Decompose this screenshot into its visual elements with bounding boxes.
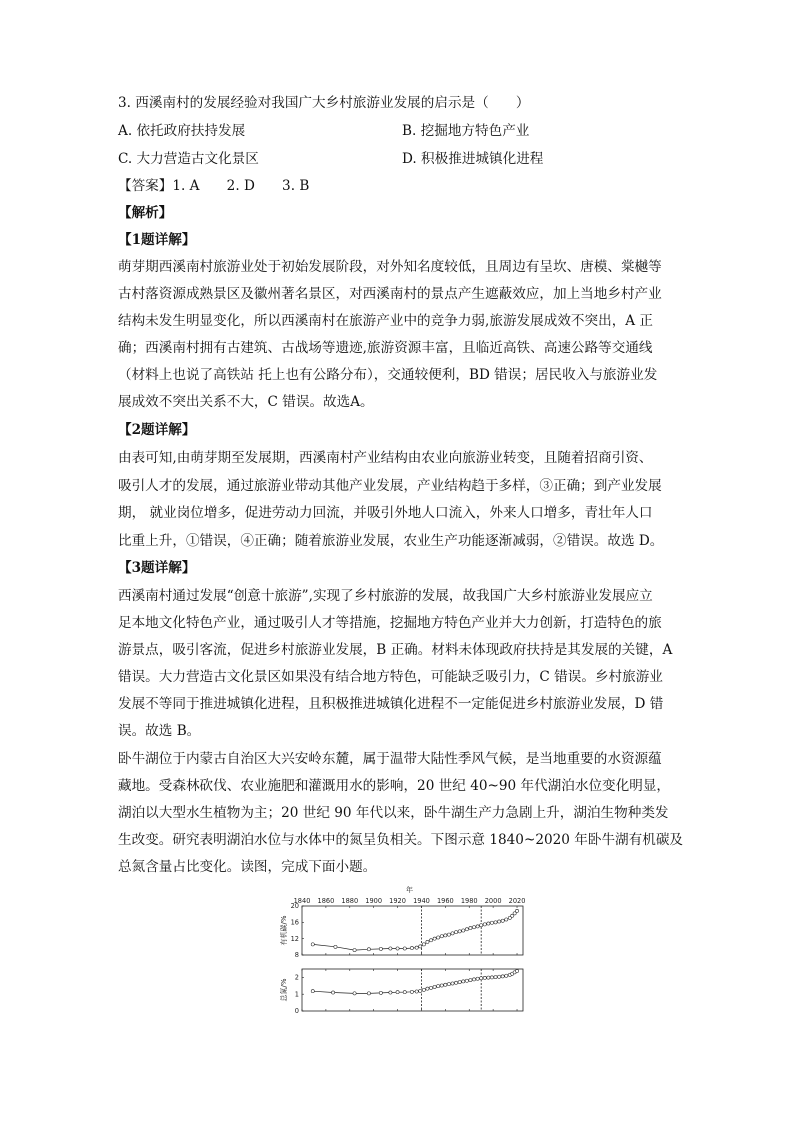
data-point <box>410 946 413 949</box>
detail-3-line: 错误。大力营造古文化景区如果没有结合地方特色，可能缺乏吸引力，C 错误。乡村旅游业 <box>118 669 663 685</box>
option-d: D. 积极推进城镇化进程 <box>402 151 544 167</box>
data-point <box>410 990 413 993</box>
series-line <box>313 911 517 950</box>
data-point <box>433 985 436 988</box>
analysis-heading: 【解析】 <box>118 205 173 221</box>
data-point <box>367 992 370 995</box>
data-point <box>437 985 440 988</box>
data-point <box>426 940 429 943</box>
option-b: B. 挖掘地方特色产业 <box>402 123 530 139</box>
data-point <box>505 974 508 977</box>
data-point <box>494 921 497 924</box>
data-point <box>389 991 392 994</box>
data-point <box>455 981 458 984</box>
data-point <box>433 937 436 940</box>
data-point <box>498 920 501 923</box>
detail-3-heading: 【3题详解】 <box>118 560 196 576</box>
data-point <box>476 977 479 980</box>
passage-line: 生改变。研究表明湖泊水位与水体中的氮呈负相关。下图示意 1840~2020 年卧牛湖有机碳及 <box>118 832 684 848</box>
data-point <box>494 975 497 978</box>
data-point <box>469 978 472 981</box>
data-point <box>458 981 461 984</box>
data-point <box>331 991 334 994</box>
answer-line: 【答案】1. A 2. D 3. B <box>118 178 310 194</box>
x-tick-label: 1880 <box>341 897 359 905</box>
detail-2-heading: 【2题详解】 <box>118 422 196 438</box>
data-point <box>465 928 468 931</box>
data-point <box>379 991 382 994</box>
data-point <box>501 919 504 922</box>
data-point <box>487 922 490 925</box>
data-point <box>379 947 382 950</box>
data-point <box>451 982 454 985</box>
data-point <box>480 977 483 980</box>
detail-1-heading: 【1题详解】 <box>118 232 196 248</box>
data-point <box>469 926 472 929</box>
passage-line: 总氮含量占比变化。读图，完成下面小题。 <box>118 859 377 875</box>
data-point <box>472 926 475 929</box>
detail-1-line: 萌芽期西溪南村旅游业处于初始发展阶段，对外知名度较低，且周边有呈坎、唐模、棠樾等 <box>118 259 662 275</box>
x-axis-title: 年 <box>406 886 414 894</box>
x-tick-label: 1840 <box>293 897 311 905</box>
passage-line: 藏地。受森林砍伐、农业施肥和灌溉用水的影响，20 世纪 40~90 年代湖泊水位变化明显， <box>118 778 671 794</box>
data-point <box>389 947 392 950</box>
detail-3-line: 误。故选 B。 <box>118 723 201 739</box>
detail-2-line: 吸引人才的发展，通过旅游业带动其他产业发展，产业结构趋于多样，③正确；到产业发展 <box>118 478 662 494</box>
data-point <box>515 909 518 912</box>
data-point <box>462 980 465 983</box>
data-point <box>396 947 399 950</box>
data-point <box>447 983 450 986</box>
data-point <box>437 936 440 939</box>
detail-3-line: 发展不等同于推进城镇化进程，且积极推进城镇化进程不一定能促进乡村旅游业发展，D 错 <box>118 696 664 712</box>
data-point <box>483 976 486 979</box>
data-point <box>498 975 501 978</box>
data-point <box>490 921 493 924</box>
x-tick-label: 1900 <box>365 897 383 905</box>
y-tick-label: 8 <box>294 951 299 960</box>
data-point <box>440 984 443 987</box>
data-point <box>462 929 465 932</box>
data-point <box>403 947 406 950</box>
data-point <box>440 935 443 938</box>
y-axis-title: 有机碳/% <box>280 915 288 946</box>
y-tick-label: 12 <box>290 934 299 943</box>
data-point <box>458 930 461 933</box>
data-point <box>426 987 429 990</box>
detail-2-line: 期， 就业岗位增多，促进劳动力回流，并吸引外地人口流入，外来人口增多，青壮年人口 <box>118 505 653 521</box>
x-tick-label: 2000 <box>484 897 502 905</box>
data-point <box>444 983 447 986</box>
detail-3-line: 足本地文化特色产业，通过吸引人才等措施，挖掘地方特色产业并大力创新，打造特色的旅 <box>118 615 662 631</box>
data-point <box>465 979 468 982</box>
data-point <box>429 986 432 989</box>
data-point <box>444 934 447 937</box>
detail-1-line: 展成效不突出关系不大，C 错误。故选A。 <box>118 394 374 410</box>
data-point <box>353 949 356 952</box>
detail-1-line: （材料上也说了高铁站 托上也有公路分布），交通较便利，BD 错误；居民收入与旅游业发 <box>118 367 658 383</box>
data-point <box>429 939 432 942</box>
data-point <box>311 990 314 993</box>
data-point <box>422 988 425 991</box>
detail-1-line: 结构未发生明显变化，所以西溪南村在旅游产业中的竞争力弱,旅游发展成效不突出，A 正 <box>118 313 654 329</box>
data-point <box>472 978 475 981</box>
option-c: C. 大力营造古文化景区 <box>118 151 259 167</box>
data-point <box>451 932 454 935</box>
data-point <box>403 991 406 994</box>
data-point <box>353 992 356 995</box>
passage-line: 卧牛湖位于内蒙古自治区大兴安岭东麓，属于温带大陆性季风气候，是当地重要的水资源蕴 <box>118 751 662 767</box>
data-point <box>419 945 422 948</box>
data-point <box>501 975 504 978</box>
detail-2-line: 由表可知,由萌芽期至发展期，西溪南村产业结构由农业向旅游业转变，且随着招商引资、 <box>118 450 653 466</box>
data-point <box>476 925 479 928</box>
series-line <box>313 971 517 993</box>
y-tick-label: 1 <box>294 990 299 999</box>
x-tick-label: 1860 <box>317 897 335 905</box>
x-tick-label: 2020 <box>508 897 526 905</box>
data-point <box>396 991 399 994</box>
data-point <box>419 989 422 992</box>
data-point <box>334 945 337 948</box>
question-3-stem: 3. 西溪南村的发展经验对我国广大乡村旅游业发展的启示是（ ） <box>118 95 530 111</box>
detail-2-line: 比重上升，①错误，④正确；随着旅游业发展，农业生产功能逐渐减弱，②错误。故选 D。 <box>118 533 664 549</box>
data-point <box>422 943 425 946</box>
lake-carbon-nitrogen-chart <box>282 884 532 1024</box>
data-point <box>311 943 314 946</box>
data-point <box>487 976 490 979</box>
y-tick-label: 2 <box>294 973 299 982</box>
data-point <box>480 924 483 927</box>
data-point <box>483 923 486 926</box>
data-point <box>505 918 508 921</box>
passage-line: 湖泊以大型水生植物为主；20 世纪 90 年代以来，卧牛湖生产力急剧上升，湖泊生物种类发 <box>118 805 669 821</box>
data-point <box>455 931 458 934</box>
data-point <box>447 933 450 936</box>
option-a: A. 依托政府扶持发展 <box>118 123 246 139</box>
detail-1-line: 确；西溪南村拥有古建筑、古战场等遗迹,旅游资源丰富，且临近高铁、高速公路等交通线 <box>118 340 653 356</box>
plot-frame <box>302 969 523 1011</box>
data-point <box>415 990 418 993</box>
detail-3-line: 西溪南村通过发展“创意十旅游”,实现了乡村旅游的发展，故我国广大乡村旅游业发展应立 <box>118 588 653 604</box>
y-axis-title: 总氮/% <box>280 978 288 1002</box>
data-point <box>415 946 418 949</box>
x-tick-label: 1960 <box>436 897 454 905</box>
data-point <box>515 969 518 972</box>
detail-3-line: 游景点，吸引客流，促进乡村旅游业发展，B 正确。材料未体现政府扶持是其发展的关键，A <box>118 642 673 658</box>
x-tick-label: 1980 <box>460 897 478 905</box>
y-tick-label: 16 <box>290 918 299 927</box>
detail-1-line: 古村落资源成熟景区及徽州著名景区，对西溪南村的景点产生遮蔽效应，加上当地乡村产业 <box>118 286 662 302</box>
x-tick-label: 1920 <box>389 897 406 905</box>
x-tick-label: 1940 <box>413 897 430 905</box>
y-tick-label: 20 <box>290 902 299 911</box>
y-tick-label: 0 <box>294 1007 299 1016</box>
data-point <box>367 948 370 951</box>
data-point <box>490 976 493 979</box>
